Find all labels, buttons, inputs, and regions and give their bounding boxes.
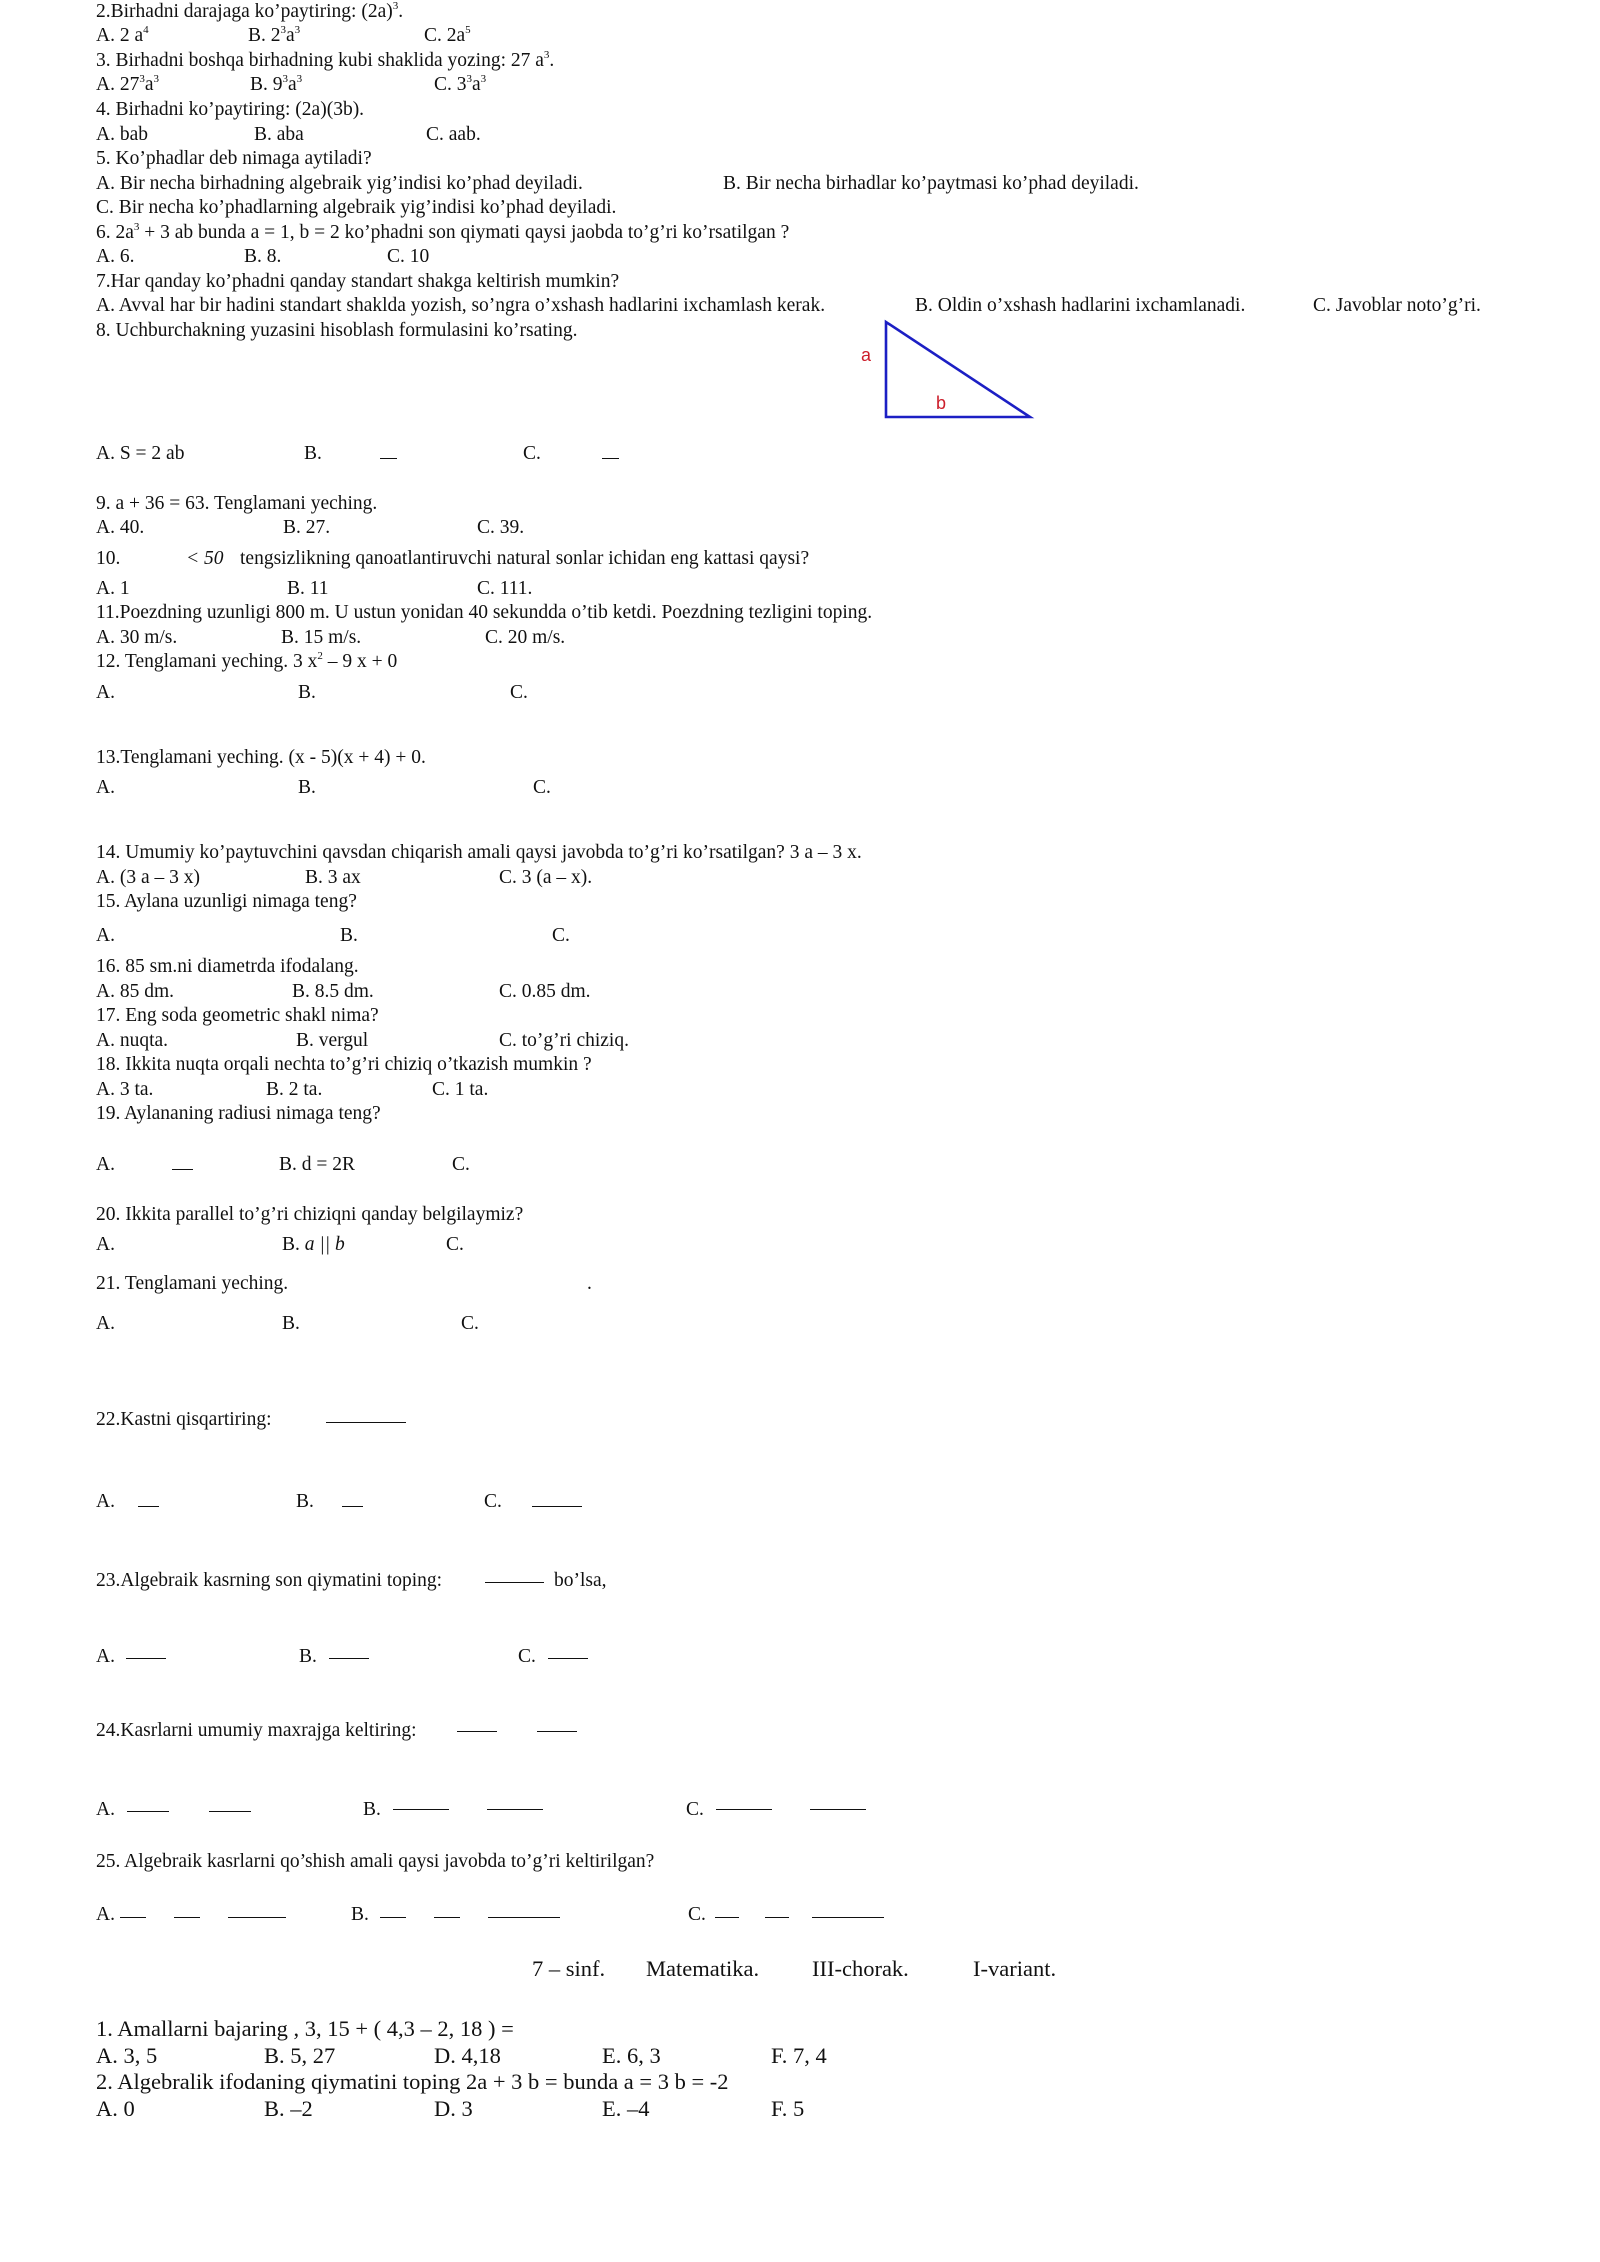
header-term: III-chorak. bbox=[812, 1956, 909, 1981]
q23-option-a: A. bbox=[96, 1646, 115, 1667]
q16-question: 16. 85 sm.ni diametrda ifodalang. bbox=[96, 956, 359, 977]
q21-option-c: C. bbox=[461, 1313, 479, 1334]
q25-b-fraction-bar-1 bbox=[380, 1917, 406, 1918]
q5-option-a: A. Bir necha birhadning algebraik yig’indisi ko’phad deyiladi. bbox=[96, 173, 583, 194]
q10-number: 10. bbox=[96, 548, 121, 569]
q25-option-b: B. bbox=[351, 1904, 369, 1925]
q22-option-b: B. bbox=[296, 1491, 314, 1512]
v1-option-b: B. 5, 27 bbox=[264, 2043, 336, 2068]
q24-option-c: C. bbox=[686, 1799, 704, 1820]
q11-option-b: B. 15 m/s. bbox=[281, 627, 362, 648]
q8-b-fraction-bar bbox=[380, 458, 397, 459]
q9-option-c: C. 39. bbox=[477, 517, 525, 538]
q24-c-fraction-bar-1 bbox=[716, 1809, 772, 1810]
q8-option-a: A. S = 2 ab bbox=[96, 443, 185, 464]
q4-option-b: B. aba bbox=[254, 124, 304, 145]
header-variant: I-variant. bbox=[973, 1956, 1057, 1981]
q2-option-b: B. $2^3a^3$ bbox=[248, 24, 301, 46]
q3-option-b: B. $9^3a^3$ bbox=[250, 73, 303, 95]
q6-question: 6. $2a^3 + 3$ ab bunda a = 1, b = 2 ko’phadni son qiymati qaysi jaobda to’g’ri ko’rsatilgan ? bbox=[96, 221, 790, 243]
q16-option-c: C. 0.85 dm. bbox=[499, 981, 591, 1002]
q15-question: 15. Aylana uzunligi nimaga teng? bbox=[96, 891, 357, 912]
v1-option-d: D. 4,18 bbox=[434, 2043, 501, 2068]
q12-question: 12. Tenglamani yeching. 3 $x^2 - 9$ x + 0 bbox=[96, 650, 398, 672]
q24-a-fraction-bar-2 bbox=[209, 1811, 251, 1812]
q23-question: 23.Algebraik kasrning son qiymatini toping: bbox=[96, 1570, 443, 1591]
q4-question: 4. Birhadni ko’paytiring: (2a)(3b). bbox=[96, 99, 365, 120]
q15-option-a: A. bbox=[96, 925, 115, 946]
v1-option-a: A. 3, 5 bbox=[96, 2043, 158, 2068]
q25-b-fraction-bar-3 bbox=[488, 1917, 560, 1918]
q8-option-c: C. bbox=[523, 443, 541, 464]
q18-question: 18. Ikkita nuqta orqali nechta to’g’ri chiziq o’tkazish mumkin ? bbox=[96, 1054, 592, 1075]
q13-option-b: B. bbox=[298, 777, 316, 798]
q20-option-c: C. bbox=[446, 1234, 464, 1255]
q17-question: 17. Eng soda geometric shakl nima? bbox=[96, 1005, 379, 1026]
q18-option-c: C. 1 ta. bbox=[432, 1079, 489, 1100]
q22-question: 22.Kastni qisqartiring: bbox=[96, 1409, 272, 1430]
q19-option-a: A. bbox=[96, 1154, 115, 1175]
q18-option-a: A. 3 ta. bbox=[96, 1079, 154, 1100]
v2-option-d: D. 3 bbox=[434, 2096, 473, 2121]
q7-option-b: B. Oldin o’xshash hadlarini ixchamlanadi. bbox=[915, 295, 1246, 316]
q14-option-b: B. 3 ax bbox=[305, 867, 361, 888]
q19-option-b: B. d = 2R bbox=[279, 1154, 356, 1175]
q21-option-b: B. bbox=[282, 1313, 300, 1334]
triangle-label-a: a bbox=[861, 345, 872, 365]
right-triangle-figure bbox=[880, 318, 1035, 422]
q8-question: 8. Uchburchakning yuzasini hisoblash formulasini ko’rsating. bbox=[96, 320, 578, 341]
v1-option-f: F. 7, 4 bbox=[771, 2043, 827, 2068]
v1-question: 1. Amallarni bajaring , 3, 15 + ( 4,3 – 2, 18 ) = bbox=[96, 2016, 514, 2041]
q15-option-c: C. bbox=[552, 925, 570, 946]
q21-question: 21. Tenglamani yeching. bbox=[96, 1273, 289, 1294]
q10-question: tengsizlikning qanoatlantiruvchi natural sonlar ichidan eng kattasi qaysi? bbox=[240, 548, 810, 569]
q18-option-b: B. 2 ta. bbox=[266, 1079, 323, 1100]
q19-question: 19. Aylananing radiusi nimaga teng? bbox=[96, 1103, 381, 1124]
q10-inequality: < 50 bbox=[186, 548, 224, 569]
q25-option-a: A. bbox=[96, 1904, 115, 1925]
q15-option-b: B. bbox=[340, 925, 358, 946]
q13-option-c: C. bbox=[533, 777, 551, 798]
v1-option-e: E. 6, 3 bbox=[602, 2043, 661, 2068]
q24-c-fraction-bar-2 bbox=[810, 1809, 866, 1810]
q25-question: 25. Algebraik kasrlarni qo’shish amali qaysi javobda to’g’ri keltirilgan? bbox=[96, 1851, 655, 1872]
q23-b-fraction-bar bbox=[329, 1658, 369, 1659]
v2-option-f: F. 5 bbox=[771, 2096, 805, 2121]
q20-option-a: A. bbox=[96, 1234, 115, 1255]
q24-option-b: B. bbox=[363, 1799, 381, 1820]
header-subject: Matematika. bbox=[646, 1956, 760, 1981]
q22-c-fraction-bar bbox=[532, 1506, 582, 1507]
q5-option-c: C. Bir necha ko’phadlarning algebraik yig’indisi ko’phad deyiladi. bbox=[96, 197, 617, 218]
q7-question: 7.Har qanday ko’phadni qanday standart shakga keltirish mumkin? bbox=[96, 271, 620, 292]
header-grade: 7 – sinf. bbox=[532, 1956, 606, 1981]
q25-a-fraction-bar-1 bbox=[120, 1917, 146, 1918]
q10-option-a: A. 1 bbox=[96, 578, 130, 599]
q2-option-c: C. $2a^5$ bbox=[424, 24, 471, 46]
q22-option-c: C. bbox=[484, 1491, 502, 1512]
v2-option-b: B. –2 bbox=[264, 2096, 313, 2121]
q12-option-c: C. bbox=[510, 682, 528, 703]
v2-question: 2. Algebralik ifodaning qiymatini toping 2a + 3 b = bunda a = 3 b = -2 bbox=[96, 2069, 729, 2094]
q10-option-c: C. 111. bbox=[477, 578, 533, 599]
q22-fraction-bar bbox=[326, 1422, 406, 1423]
q21-option-a: A. bbox=[96, 1313, 115, 1334]
q14-option-c: C. 3 (a – x). bbox=[499, 867, 593, 888]
q11-option-c: C. 20 m/s. bbox=[485, 627, 566, 648]
q4-option-c: C. aab. bbox=[426, 124, 481, 145]
q14-option-a: A. (3 a – 3 x) bbox=[96, 867, 200, 888]
q7-option-c: C. Javoblar noto’g’ri. bbox=[1313, 295, 1481, 316]
q25-c-fraction-bar-3 bbox=[812, 1917, 884, 1918]
q23-option-c: C. bbox=[518, 1646, 536, 1667]
q19-option-c: C. bbox=[452, 1154, 470, 1175]
q13-option-a: A. bbox=[96, 777, 115, 798]
q5-option-b: B. Bir necha birhadlar ko’paytmasi ko’phad deyiladi. bbox=[723, 173, 1139, 194]
q24-b-fraction-bar-1 bbox=[393, 1809, 449, 1810]
q13-question: 13.Tenglamani yeching. (x - 5)(x + 4) + 0. bbox=[96, 747, 426, 768]
q25-option-c: C. bbox=[688, 1904, 706, 1925]
q23-c-fraction-bar bbox=[548, 1658, 588, 1659]
q17-option-a: A. nuqta. bbox=[96, 1030, 169, 1051]
q5-question: 5. Ko’phadlar deb nimaga aytiladi? bbox=[96, 148, 372, 169]
q11-option-a: A. 30 m/s. bbox=[96, 627, 178, 648]
q20-question: 20. Ikkita parallel to’g’ri chiziqni qanday belgilaymiz? bbox=[96, 1204, 524, 1225]
q8-option-b: B. bbox=[304, 443, 322, 464]
q2-question: 2.Birhadni darajaga ko’paytiring: $(2a)^3$. bbox=[96, 0, 404, 22]
q24-fraction-bar-2 bbox=[537, 1731, 577, 1732]
q8-c-fraction-bar bbox=[602, 458, 619, 459]
q9-question: 9. a + 36 = 63. Tenglamani yeching. bbox=[96, 493, 378, 514]
q19-a-fraction-bar bbox=[172, 1169, 193, 1170]
q16-option-a: A. 85 dm. bbox=[96, 981, 174, 1002]
q23-tail: bo’lsa, bbox=[554, 1570, 607, 1591]
q9-option-b: B. 27. bbox=[283, 517, 331, 538]
q23-option-b: B. bbox=[299, 1646, 317, 1667]
q12-option-b: B. bbox=[298, 682, 316, 703]
q9-option-a: A. 40. bbox=[96, 517, 145, 538]
q25-a-fraction-bar-2 bbox=[174, 1917, 200, 1918]
q24-question: 24.Kasrlarni umumiy maxrajga keltiring: bbox=[96, 1720, 417, 1741]
q3-option-c: C. $3^3a^3$ bbox=[434, 73, 487, 95]
q23-a-fraction-bar bbox=[126, 1658, 166, 1659]
q2-option-a: A. 2 $a^4$ bbox=[96, 24, 149, 46]
q17-option-b: B. vergul bbox=[296, 1030, 369, 1051]
q22-a-fraction-bar bbox=[138, 1506, 159, 1507]
q24-fraction-bar-1 bbox=[457, 1731, 497, 1732]
q25-c-fraction-bar-2 bbox=[765, 1917, 789, 1918]
q21-dot: . bbox=[587, 1273, 592, 1294]
q22-b-fraction-bar bbox=[342, 1506, 363, 1507]
q25-c-fraction-bar-1 bbox=[715, 1917, 739, 1918]
q22-option-a: A. bbox=[96, 1491, 115, 1512]
q24-a-fraction-bar-1 bbox=[127, 1811, 169, 1812]
q17-option-c: C. to’g’ri chiziq. bbox=[499, 1030, 629, 1051]
q24-b-fraction-bar-2 bbox=[487, 1809, 543, 1810]
q20-option-b: B. a || b bbox=[282, 1234, 345, 1255]
q6-option-b: B. 8. bbox=[244, 246, 282, 267]
q14-question: 14. Umumiy ko’paytuvchini qavsdan chiqarish amali qaysi javobda to’g’ri ko’rsatilgan? 3 a – 3 x. bbox=[96, 842, 862, 863]
q16-option-b: B. 8.5 dm. bbox=[292, 981, 374, 1002]
q12-option-a: A. bbox=[96, 682, 115, 703]
q3-question: 3. Birhadni boshqa birhadning kubi shaklida yozing: 27 $a^3$. bbox=[96, 49, 555, 71]
q4-option-a: A. bab bbox=[96, 124, 148, 145]
q6-option-a: A. 6. bbox=[96, 246, 135, 267]
q6-option-c: C. 10 bbox=[387, 246, 430, 267]
q25-b-fraction-bar-2 bbox=[434, 1917, 460, 1918]
q24-option-a: A. bbox=[96, 1799, 115, 1820]
q3-option-a: A. $27^3a^3$ bbox=[96, 73, 159, 95]
q7-option-a: A. Avval har bir hadini standart shaklda yozish, so’ngra o’xshash hadlarini ixchamlash kerak. bbox=[96, 295, 826, 316]
q25-a-fraction-bar-3 bbox=[228, 1917, 286, 1918]
v2-option-a: A. 0 bbox=[96, 2096, 135, 2121]
triangle-label-b: b bbox=[936, 393, 947, 413]
q10-option-b: B. 11 bbox=[287, 578, 329, 599]
q11-question: 11.Poezdning uzunligi 800 m. U ustun yonidan 40 sekundda o’tib ketdi. Poezdning tezligini toping. bbox=[96, 602, 873, 623]
v2-option-e: E. –4 bbox=[602, 2096, 650, 2121]
q23-fraction-bar bbox=[485, 1582, 544, 1583]
